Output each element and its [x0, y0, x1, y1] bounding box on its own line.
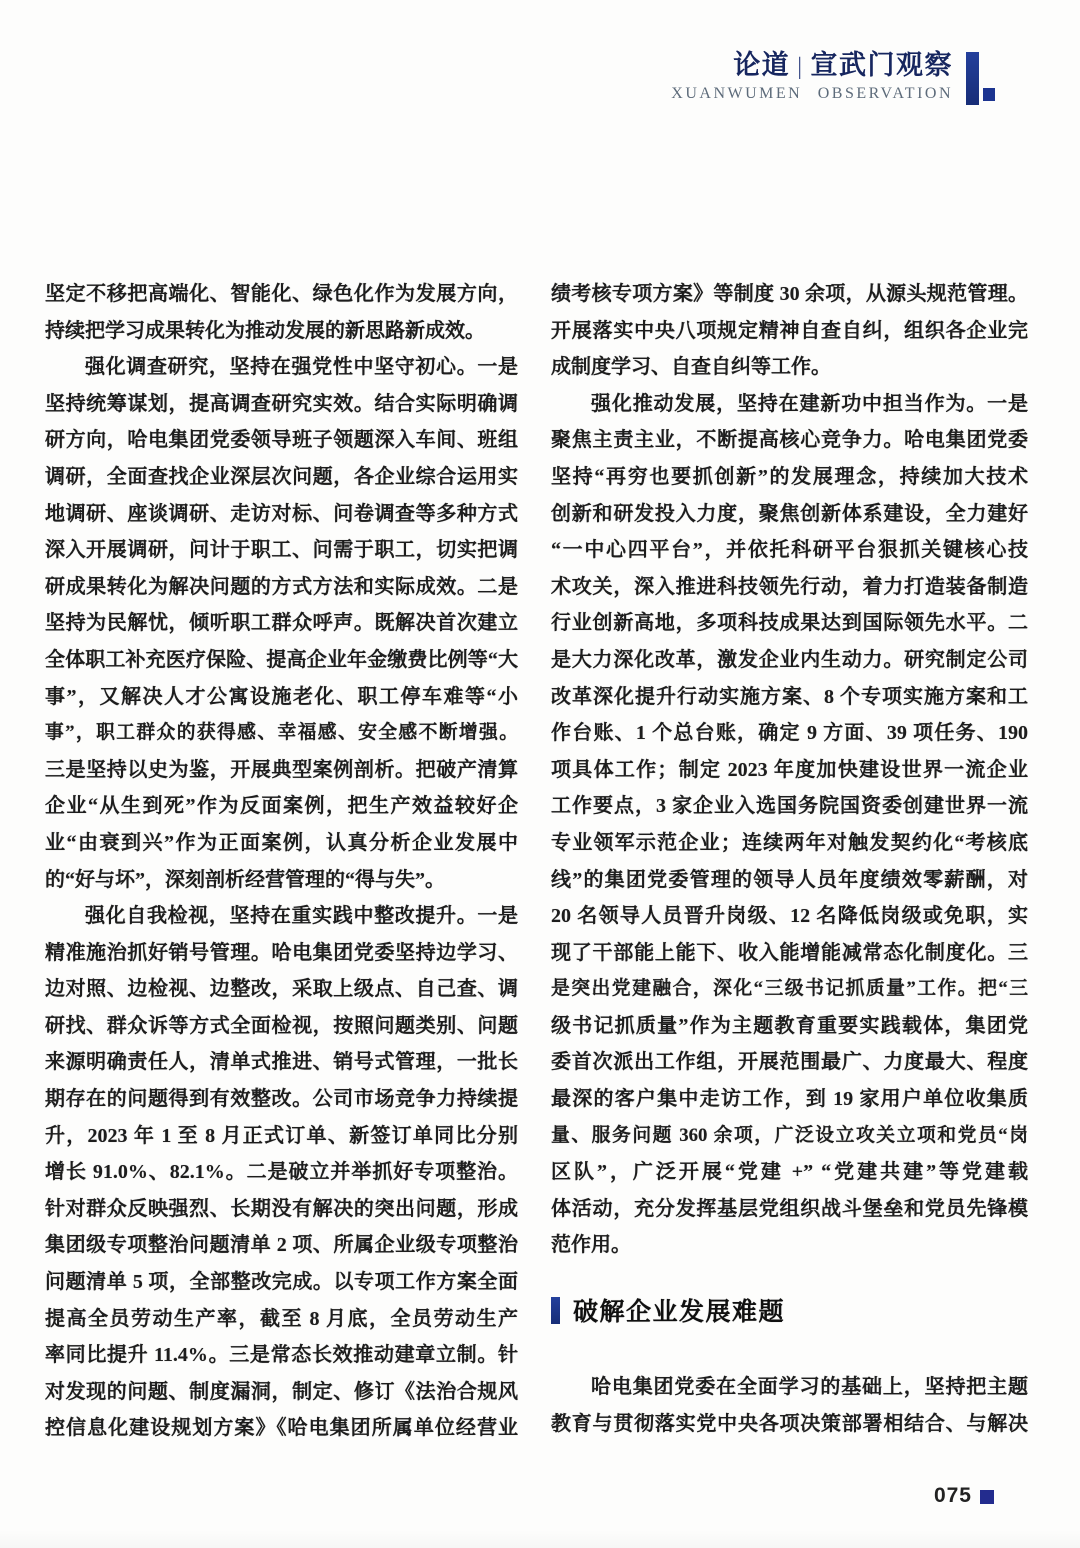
text-line: 增长 91.0%、82.1%。二是破立并举抓好专项整治。	[45, 1161, 518, 1184]
text-line: 三是坚持以史为鉴，开展典型案例剖析。把破产清算	[45, 758, 518, 781]
text-line: 边对照、边检视、边整改，采取上级点、自己查、调	[45, 978, 518, 1001]
text-line: 体活动，充分发挥基层党组织战斗堡垒和党员先锋模	[551, 1197, 1028, 1220]
text-line: 级书记抓质量”作为主题教育重要实践载体，集团党	[551, 1014, 1028, 1037]
right-text-column-bottom	[551, 1369, 1028, 1442]
text-line: 持续把学习成果转化为推动发展的新思路新成效。	[45, 319, 485, 342]
text-line: 率同比提升 11.4%。三是常态长效推动建章立制。针	[45, 1344, 518, 1367]
text-line: 强化调查研究，坚持在强党性中坚守初心。一是	[85, 356, 518, 379]
text-line: 哈电集团党委在全面学习的基础上，坚持把主题	[591, 1376, 1028, 1398]
text-line: 提高全员劳动生产率，截至 8 月底，全员劳动生产	[45, 1307, 518, 1330]
text-line: 开展落实中央八项规定精神自查自纠，组织各企业完	[551, 319, 1028, 342]
header-column-name: 宣武门观察	[810, 50, 953, 80]
text-line: 升，2023 年 1 至 8 月正式订单、新签订单同比分别	[45, 1124, 518, 1147]
page-header	[671, 50, 996, 112]
text-line: 专业领军示范企业；连续两年对触发契约化“考核底	[551, 831, 1028, 854]
section-heading	[551, 1292, 785, 1328]
text-line: 坚持为民解忧，倾听职工群众呼声。既解决首次建立	[45, 612, 518, 635]
right-text-column	[551, 276, 1028, 1264]
page-footer	[934, 1484, 994, 1508]
text-line: 区队”，广泛开展“党建 +” “党建共建”等党建载	[551, 1161, 1028, 1184]
page-number-square-icon	[980, 1490, 994, 1504]
text-line: 现了干部能上能下、收入能增能减常态化制度化。三	[551, 941, 1028, 964]
text-line: 事”，又解决人才公寓设施老化、职工停车难等“小	[45, 685, 518, 708]
text-line: 工作要点，3 家企业入选国务院国资委创建世界一流	[551, 795, 1028, 818]
text-line: 强化自我检视，坚持在重实践中整改提升。一是	[85, 905, 518, 928]
text-line: 行业创新高地，多项科技成果达到国际领先水平。二	[551, 612, 1028, 635]
text-line: 精准施治抓好销号管理。哈电集团党委坚持边学习、	[45, 941, 518, 964]
left-text-column	[45, 276, 518, 1447]
logo-square-icon	[983, 88, 995, 101]
text-line: 期存在的问题得到有效整改。公司市场竞争力持续提	[45, 1088, 518, 1111]
text-line: 强化推动发展，坚持在建新功中担当作为。一是	[591, 392, 1028, 415]
header-section-name: 论道	[733, 50, 791, 80]
text-line: 事”，职工群众的获得感、幸福感、安全感不断增强。	[45, 722, 518, 744]
text-line: 坚持“再穷也要抓创新”的发展理念，持续加大技术	[551, 465, 1028, 488]
text-line: 研方向，哈电集团党委领导班子领题深入车间、班组	[45, 429, 518, 452]
text-line: 委首次派出工作组，开展范围最广、力度最大、程度	[551, 1051, 1028, 1074]
text-line: 调研，全面查找企业深层次问题，各企业综合运用实	[45, 465, 518, 488]
header-title-cn	[671, 50, 953, 82]
text-line: 来源明确责任人，清单式推进、销号式管理，一批长	[45, 1051, 518, 1074]
text-line: 作台账、1 个总台账，确定 9 方面、39 项任务、190	[551, 722, 1028, 745]
header-title-divider: |	[797, 54, 804, 80]
text-line: 针对群众反映强烈、长期没有解决的突出问题，形成	[45, 1197, 518, 1220]
text-line: 20 名领导人员晋升岗级、12 名降低岗级或免职，实	[551, 905, 1028, 928]
text-line: 最深的客户集中走访工作，到 19 家用户单位收集质	[551, 1088, 1028, 1111]
text-line: 地调研、座谈调研、走访对标、问卷调查等多种方式	[45, 502, 518, 525]
text-line: 问题清单 5 项，全部整改完成。以专项工作方案全面	[45, 1271, 518, 1294]
heading-accent-bar-icon	[551, 1297, 560, 1324]
text-line: 是突出党建融合，深化“三级书记抓质量”工作。把“三	[551, 978, 1028, 1000]
header-titles	[671, 50, 953, 103]
text-line: 深入开展调研，问计于职工、问需于职工，切实把调	[45, 539, 518, 562]
magazine-logo-mark-icon	[966, 52, 996, 112]
text-line: 教育与贯彻落实党中央各项决策部署相结合、与解决	[551, 1412, 1028, 1435]
text-line: 聚焦主责主业，不断提高核心竞争力。哈电集团党委	[551, 429, 1028, 452]
text-line: 是大力深化改革，激发企业内生动力。研究制定公司	[551, 648, 1028, 671]
text-line: 创新和研发投入力度，聚焦创新体系建设，全力建好	[551, 502, 1028, 525]
text-line: 对发现的问题、制度漏洞，制定、修订《法治合规风	[45, 1380, 518, 1403]
text-line: 企业“从生到死”作为反面案例，把生产效益较好企	[45, 795, 518, 818]
text-line: “一中心四平台”，并依托科研平台狠抓关键核心技	[551, 539, 1028, 562]
text-line: 业“由衰到兴”作为正面案例，认真分析企业发展中	[45, 831, 518, 854]
text-line: 的“好与坏”，深刻剖析经营管理的“得与失”。	[45, 868, 445, 891]
logo-bar-icon	[966, 52, 979, 105]
text-line: 研成果转化为解决问题的方式方法和实际成效。二是	[45, 575, 518, 598]
text-line: 量、服务问题 360 余项，广泛设立攻关立项和党员“岗	[551, 1124, 1028, 1146]
page-number: 075	[933, 1484, 972, 1507]
text-line: 线”的集团党委管理的领导人员年度绩效零薪酬，对	[551, 868, 1028, 891]
text-line: 研找、群众诉等方式全面检视，按照问题类别、问题	[45, 1014, 518, 1037]
section-heading-text: 破解企业发展难题	[573, 1299, 786, 1326]
text-line: 集团级专项整治问题清单 2 项、所属企业级专项整治	[45, 1234, 518, 1257]
text-line: 项具体工作；制定 2023 年度加快建设世界一流企业	[551, 758, 1028, 781]
text-line: 控信息化建设规划方案》《哈电集团所属单位经营业	[45, 1417, 518, 1440]
text-line: 成制度学习、自查自纠等工作。	[551, 356, 831, 379]
text-line: 术攻关，深入推进科技领先行动，着力打造装备制造	[551, 575, 1028, 598]
text-line: 绩考核专项方案》等制度 30 余项，从源头规范管理。	[551, 283, 1028, 305]
text-line: 改革深化提升行动实施方案、8 个专项实施方案和工	[551, 685, 1028, 708]
text-line: 坚定不移把高端化、智能化、绿色化作为发展方向，	[45, 283, 518, 305]
header-subtitle-en: XUANWUMEN OBSERVATION	[671, 85, 953, 102]
text-line: 全体职工补充医疗保险、提高企业年金缴费比例等“大	[45, 648, 518, 671]
text-line: 范作用。	[551, 1234, 631, 1257]
text-line: 坚持统筹谋划，提高调查研究实效。结合实际明确调	[45, 392, 518, 415]
